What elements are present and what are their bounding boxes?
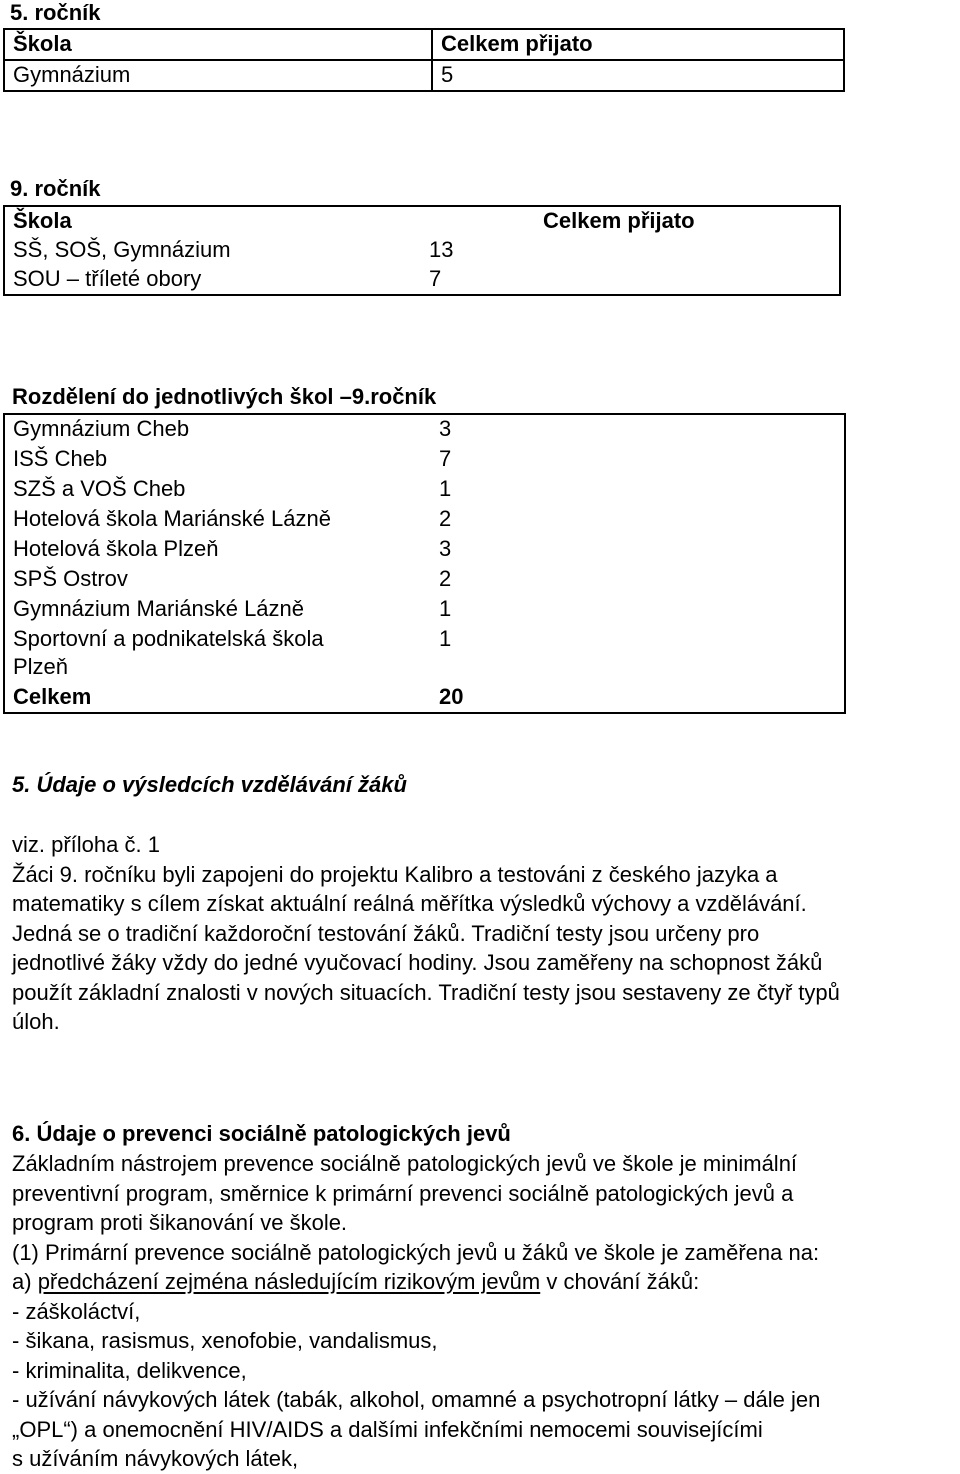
section-heading-distribution: Rozdělení do jednotlivých škol –9.ročník	[12, 384, 437, 409]
cell-count: 2	[431, 505, 845, 535]
cell-count: 3	[431, 535, 845, 565]
text-line: Jedná se o tradiční každoroční testování žáků. Tradiční testy jsou určeny pro	[12, 920, 760, 946]
cell-school: Gymnázium Mariánské Lázně	[4, 595, 431, 625]
cell-school: SPŠ Ostrov	[4, 565, 431, 595]
table-row	[4, 535, 845, 565]
text-line: (1) Primární prevence sociálně patologických jevů u žáků ve škole je zaměřena na:	[12, 1239, 820, 1265]
table-row	[4, 445, 845, 475]
heading-text: Údaje o prevenci sociálně patologických jevů	[36, 1121, 511, 1146]
table-row	[4, 60, 844, 91]
table-9-rocnik	[3, 205, 841, 296]
cell-school-line1: Sportovní a podnikatelská škola	[13, 626, 324, 651]
cell-count: 1	[431, 475, 845, 505]
header-total-admitted: Celkem přijato	[543, 208, 695, 233]
cell-school: Gymnázium	[4, 60, 432, 91]
table-row	[4, 414, 845, 445]
section-heading-5-rocnik: 5. ročník	[10, 0, 101, 25]
cell-school	[4, 625, 431, 683]
list-item: - šikana, rasismus, xenofobie, vandalismus,	[12, 1328, 438, 1353]
header-school: Škola	[13, 208, 72, 233]
header-row-cell	[4, 206, 840, 236]
table-5-rocnik	[3, 28, 845, 92]
item-a-underlined: předcházení zejména následujícím rizikovým jevům	[37, 1269, 541, 1294]
text-line: jednotlivé žáky vždy do jedné vyučovací hodiny. Jsou zaměřeny na schopnost žáků	[12, 950, 823, 975]
cell-school-line2: Plzeň	[13, 654, 69, 679]
cell-school: Hotelová škola Mariánské Lázně	[4, 505, 431, 535]
cell-school: SŠ, SOŠ, Gymnázium	[4, 236, 421, 265]
section-heading-results: 5. Údaje o výsledcích vzdělávání žáků	[12, 772, 407, 797]
cell-total-value: 20	[431, 683, 845, 713]
table-row	[4, 475, 845, 505]
item-a-prefix: a)	[12, 1269, 32, 1294]
list-item: - kriminalita, delikvence,	[12, 1357, 247, 1383]
cell-count: 13	[421, 236, 840, 265]
cell-count: 1	[431, 595, 845, 625]
cell-count: 1	[431, 625, 845, 683]
table-row	[4, 505, 845, 535]
text-line: viz. příloha č. 1	[12, 832, 160, 857]
table-header-row	[4, 29, 844, 60]
table-header-row	[4, 206, 840, 236]
cell-count: 7	[421, 265, 840, 295]
table-row	[4, 236, 840, 265]
cell-count: 2	[431, 565, 845, 595]
text-line: program proti šikanování ve škole.	[12, 1210, 348, 1235]
cell-school: Hotelová škola Plzeň	[4, 535, 431, 565]
text-line: úloh.	[12, 1009, 60, 1034]
header-total-admitted: Celkem přijato	[432, 29, 844, 60]
cell-school: Gymnázium Cheb	[4, 414, 431, 445]
text-line: preventivní program, směrnice k primární prevenci sociálně patologických jevů a	[12, 1180, 794, 1206]
section-heading-9-rocnik: 9. ročník	[10, 176, 101, 201]
list-item: - užívání návykových látek (tabák, alkohol, omamné a psychotropní látky – dále jen	[12, 1387, 821, 1412]
list-item: - záškoláctví,	[12, 1298, 141, 1324]
cell-total-label: Celkem	[4, 683, 431, 713]
table-row	[4, 595, 845, 625]
section-heading-prevention	[12, 1119, 511, 1149]
heading-number: 6.	[12, 1121, 31, 1146]
cell-count: 3	[431, 414, 845, 445]
text-line: Základním nástrojem prevence sociálně patologických jevů ve škole je minimální	[12, 1151, 798, 1176]
cell-count: 5	[432, 60, 844, 91]
table-row	[4, 625, 845, 683]
text-line-item-a	[12, 1267, 957, 1297]
text-line: matematiky s cílem získat aktuální reálná měřítka výsledků výchovy a vzdělávání.	[12, 891, 807, 916]
table-row	[4, 565, 845, 595]
cell-school: SOU – tříleté obory	[4, 265, 421, 295]
table-distribution	[3, 413, 846, 714]
cell-school: SZŠ a VOŠ Cheb	[4, 475, 431, 505]
table-row	[4, 265, 840, 295]
cell-count: 7	[431, 445, 845, 475]
list-item: „OPL“) a onemocnění HIV/AIDS a dalšími infekčními nemocemi souvisejícími	[12, 1416, 763, 1442]
results-paragraph	[12, 830, 957, 1037]
text-line: Žáci 9. ročníku byli zapojeni do projektu Kalibro a testováni z českého jazyka a	[12, 861, 778, 887]
prevention-paragraph	[12, 1149, 957, 1474]
table-total-row	[4, 683, 845, 713]
cell-school: ISŠ Cheb	[4, 445, 431, 475]
header-school: Škola	[4, 29, 432, 60]
text-line: použít základní znalosti v nových situacích. Tradiční testy jsou sestaveny ze čtyř typů	[12, 979, 840, 1005]
list-item: s užíváním návykových látek,	[12, 1446, 299, 1471]
item-a-suffix: v chování žáků:	[546, 1269, 700, 1294]
